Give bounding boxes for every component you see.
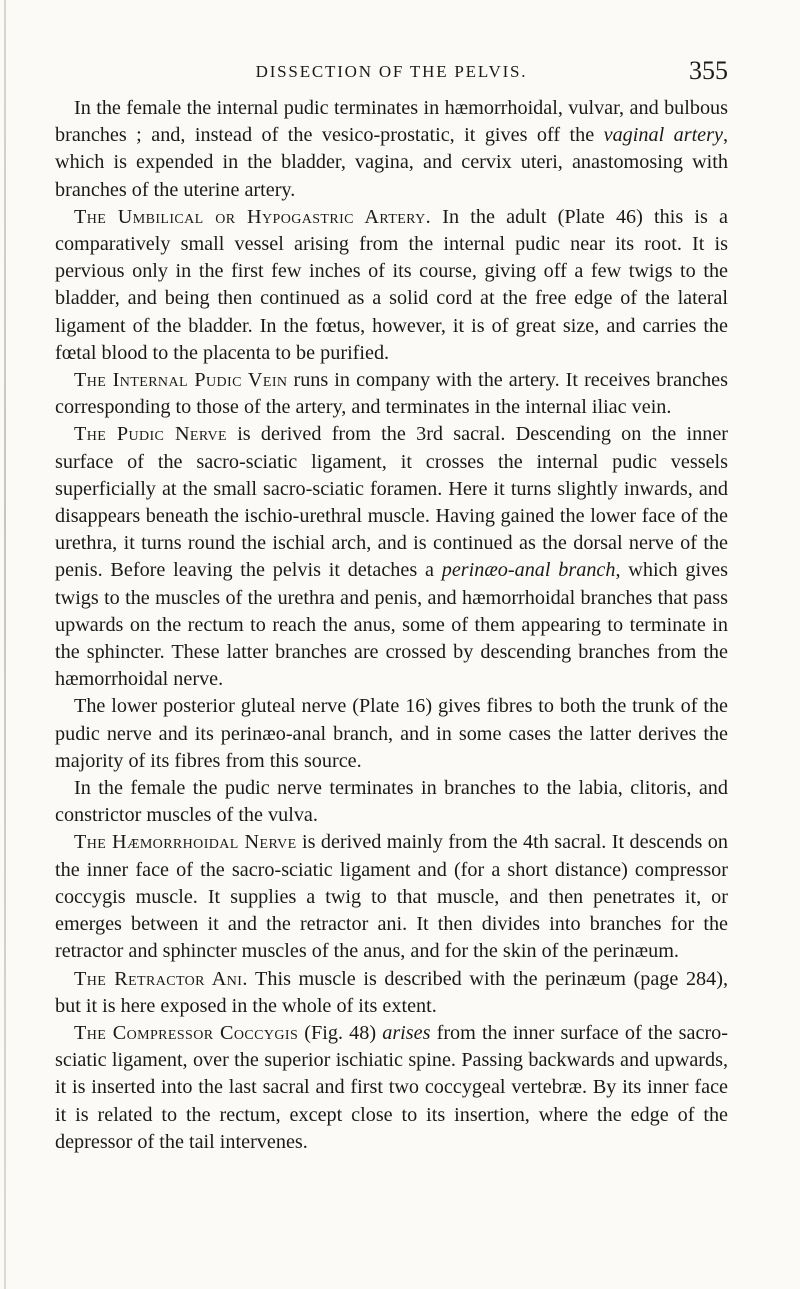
paragraph-female-pudic-nerve — [55, 775, 728, 829]
body-text — [55, 95, 728, 1156]
paragraph-umbilical-artery — [55, 204, 728, 367]
paragraph-female-internal-pudic — [55, 95, 728, 204]
text-run: is derived from the 3rd sacral. Descending on the inner surface of the sacro-sciatic ligament, it crosses the internal pudic vessels superficially at the small sacro-sciatic foramen. Here it turns slightly inwards, and disappears beneath the ischio-urethral muscle. Having gained the lower face of the urethra, it turns round the ischial arch, and is continued as the dorsal nerve of the penis. Before leaving the pelvis it detaches a — [55, 423, 728, 582]
text-run: , which is expended in the bladder, vagina, and cervix uteri, anastomosing with branches of the uterine artery. — [55, 124, 729, 201]
section-heading: The Retractor Ani. — [74, 967, 248, 990]
text-run: (Fig. 48) — [298, 1021, 383, 1044]
paragraph-internal-pudic-vein — [55, 367, 728, 421]
running-title: DISSECTION OF THE PELVIS. — [255, 62, 528, 81]
italic-term: arises — [382, 1021, 431, 1044]
page-edge-shadow — [4, 0, 6, 1289]
italic-term: vaginal artery — [603, 124, 723, 147]
paragraph-compressor-coccygis — [55, 1020, 728, 1156]
section-heading: The Hæmorrhoidal Nerve — [74, 831, 297, 854]
paragraph-retractor-ani — [55, 966, 728, 1020]
page-number: 355 — [689, 56, 728, 85]
running-header — [55, 56, 728, 88]
text-run: , which gives twigs to the muscles of the urethra and penis, and hæmorrhoidal branches that pass upwards on the rectum to reach the anus, some of them appearing to terminate in the sphincter. These latter branches are crossed by descending branches from the hæmorrhoidal nerve. — [55, 559, 729, 691]
text-run: In the female the pudic nerve terminates in branches to the labia, clitoris, and constrictor muscles of the vulva. — [55, 777, 728, 827]
text-run: In the female the internal pudic terminates in hæmorrhoidal, vulvar, and bulbous branches ; and, instead of the vesico-prostatic, it gives off the — [55, 97, 728, 147]
section-heading: The Pudic Nerve — [74, 423, 227, 446]
section-heading: The Umbilical or Hypogastric Artery. — [74, 205, 432, 228]
paragraph-lower-posterior-gluteal — [55, 693, 728, 775]
text-run: runs in company with the artery. It receives branches corresponding to those of the artery, and terminates in the internal iliac vein. — [55, 369, 728, 419]
text-run: from the inner surface of the sacro-sciatic ligament, over the superior ischiatic spine. Passing backwards and upwards, it is inserted into the last sacral and first two coccygeal vertebræ. By its inner face it is related to the rectum, except close to its insertion, where the edge of the depressor of the tail intervenes. — [55, 1021, 728, 1153]
paragraph-haemorrhoidal-nerve — [55, 829, 728, 965]
text-run: This muscle is described with the perinæum (page 284), but it is here exposed in the whole of its extent. — [55, 967, 728, 1017]
text-run: In the adult (Plate 46) this is a comparatively small vessel arising from the internal pudic near its root. It is pervious only in the first few inches of its course, giving off a few twigs to the bladder, and being then continued as a solid cord at the free edge of the lateral ligament of the bladder. In the fœtus, however, it is of great size, and carries the fœtal blood to the placenta to be purified. — [55, 205, 728, 364]
text-run: The lower posterior gluteal nerve (Plate 16) gives fibres to both the trunk of the pudic nerve and its perinæo-anal branch, and in some cases the latter derives the majority of its fibres from this source. — [55, 695, 728, 772]
section-heading: The Internal Pudic Vein — [74, 369, 288, 392]
text-run: is derived mainly from the 4th sacral. It descends on the inner face of the sacro-sciatic ligament and (for a short distance) compressor coccygis muscle. It supplies a twig to that muscle, and then penetrates it, or emerges between it and the retractor ani. It then divides into branches for the retractor and sphincter muscles of the anus, and for the skin of the perinæum. — [55, 831, 728, 963]
section-heading: The Compressor Coccygis — [74, 1021, 299, 1044]
italic-term: perinæo-anal branch — [441, 559, 616, 582]
paragraph-pudic-nerve — [55, 421, 728, 693]
